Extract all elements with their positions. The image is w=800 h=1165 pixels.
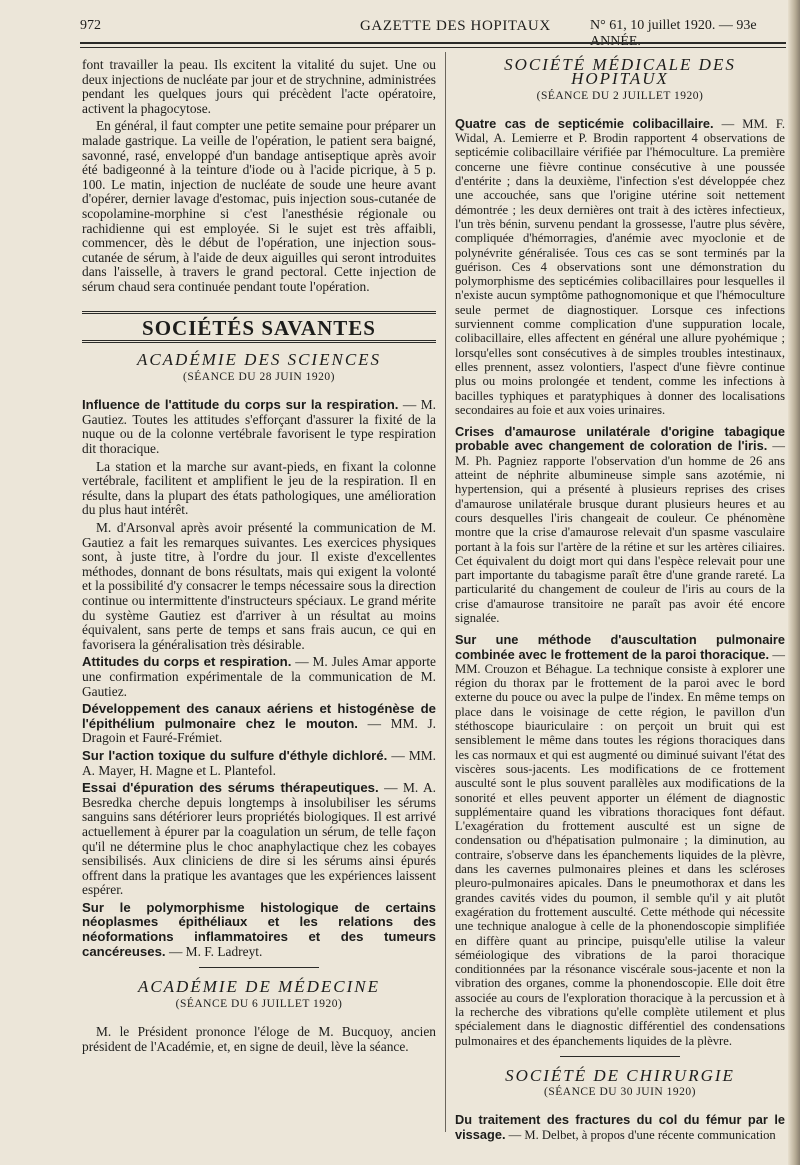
running-header — [80, 14, 786, 49]
report-text: — M. F. Ladreyt. — [165, 943, 263, 959]
report-item — [82, 655, 436, 699]
page-number: 972 — [80, 18, 101, 33]
journal-title: GAZETTE DES HOPITAUX — [360, 18, 551, 34]
societe-chirurgie-seance: (SÉANCE DU 30 JUIN 1920) — [544, 1086, 696, 1099]
report-heading: Sur l'action toxique du sulfure d'éthyle dichloré. — [82, 747, 388, 763]
report-text: — M. Delbet, à propos d'une récente communication — [505, 1127, 776, 1142]
report-text: — M. A. Besredka cherche depuis longtemps à insolubiliser les sérums sanguins sans détériorer leurs propriétés biologiques. Il est arrivé actuellement à épurer par la coagulation un sérum, de telle façon qu'il ne détermine plus le choc anaphylactique chez les cobayes sensibilisés. Aux cliniciens de dire si les sérums ainsi épurés offrent dans la pratique les avantages que les expériences laissent espérer. — [82, 780, 436, 898]
report-item: M. le Président prononce l'éloge de M. Bucquoy, ancien président de l'Académie, et, en signe de deuil, lève la séance. — [82, 1024, 436, 1055]
report-item — [82, 749, 436, 778]
report-text: — MM. J. Dragoin et Fauré-Frémiet. — [82, 715, 436, 746]
report-text: — M. Gautiez. Toutes les attitudes s'efforçant d'assurer la fixité de la nuque ou de la colonne vertébrale favorisent le type respiration dit thoracique. — [82, 397, 437, 457]
right-column — [455, 55, 786, 1145]
report-heading: Développement des canaux aériens et histogénèse de l'épithélium pulmonaire chez le mouton. — [82, 701, 436, 731]
report-item — [82, 781, 436, 898]
report-heading: Influence de l'attitude du corps sur la respiration. — [82, 397, 399, 413]
report-text: M. d'Arsonval après avoir présenté la communication de M. Gautiez a fait les remarques suivantes. Les exercices physiques sont, à juste titre, à l'ordre du jour. Il existe d'excellentes méthodes, donnant de bons résultats, mais qui exigent la volonté et la possibilité d'y consacrer le temps nécessaire sous la direction continue ou intermittente d'instructeurs spéciaux. Le grand mérite du système Gautiez est d'arriver à un résultat au moins équivalent, sans perte de temps et sans frais aucun, ce qui en favorisera la généralisation très désirable. — [82, 520, 436, 652]
report-item — [455, 117, 785, 417]
report-heading: Crises d'amaurose unilatérale d'origine tabagique probable avec changement de coloration de l'iris. — [455, 424, 785, 454]
intro-paragraph: font travailler la peau. Ils excitent la vitalité du sujet. Une ou deux injections de nucléate par jour et de strychnine, administrées pendant les quelques jours qui précèdent l'acte opératoire, activent la phagocytose. — [82, 57, 436, 116]
report-item — [455, 425, 785, 625]
column-separator — [445, 52, 446, 1132]
report-item — [82, 460, 436, 518]
report-heading: Attitudes du corps et respiration. — [82, 654, 292, 670]
page-spine-shadow — [788, 0, 800, 1165]
report-text: — M. Jules Amar apporte une confirmation expérimentale de la communication de M. Gautiez. — [82, 654, 436, 699]
report-item — [82, 901, 436, 959]
report-text: — MM. Crouzon et Béhague. La technique consiste à explorer une région du thorax par le frottement de la paroi avec le bord externe du pouce ou avec la pulpe de l'index. En même temps on place dans le voisinage de cette région, le pavillon d'un stéthoscope biauriculaire : on perçoit un bruit qui est sensiblement le même dans toutes les régions thoraciques dans les cas normaux et qui est augmenté ou diminué suivant l'état des viscères sous-jacents. Les modifications de ce frottement ausculté sont le plus souvent parallèles aux modifications de la sonorité et elles peuvent apporter un élément de diagnostic supplémentaire quand les vibrations thoraciques font défaut. L'exagération du frottement ausculté est un signe de condensation ou d'hépatisation pulmonaire ; la diminution, au contraire, s'observe dans les épanchements liquides de la plèvre, dans les cavernes pulmonaires pleines et dans les scléroses pleuro-pulmonaires apicales. Dans le pneumothorax et dans les grandes cavités vides du poumon, il semble qu'il y ait plutôt exagération du frottement ausculté. Cette méthode qui nécessite une technique analogue à celle de la phonendoscopie simplifiée en diffère quant au principe, puisqu'elle utilise la valeur séméiologique des vibrations de la paroi thoracique conditionnées par la résonance viscérale sous-jacente et non la vibration des organes, comme la phonendoscopie. Elle doit être associée au cours de l'exploration thoracique à la percussion et à la recherche des vibrations qu'elle complète utilement et plus spécialement dans le diagnostic différentiel des condensations pulmonaires et des épanchements liquides de la plèvre. — [455, 647, 785, 1048]
section-divider — [560, 1056, 680, 1057]
report-heading: Essai d'épuration des sérums thérapeutiques. — [82, 780, 379, 796]
report-item — [455, 633, 785, 1048]
report-text: — M. Ph. Pagniez rapporte l'observation d'un homme de 26 ans atteint de néphrite albumineuse simple sans azotémie, ni hypertension, qui a présenté à plusieurs reprises des crises d'amaurose unilatérale brusque durant plusieurs heures et au cours desquelles l'iris changeait de couleur. Ce phénomène montre que la crise d'amaurose relevait d'un spasme vasculaire portant à la fois sur l'artère de la rétine et sur les artères ciliaires. Cet équivalent du doigt mort qui dans l'espèce relevait pour une part importante du tabagisme paraît être d'une grande rareté. La particularité du changement de couleur de l'iris au cours de la crise d'amaurose transitoire ne paraît pas avoir été encore signalée. — [455, 439, 786, 625]
report-item — [455, 1113, 785, 1142]
report-heading: Quatre cas de septicémie colibacillaire. — [455, 115, 714, 131]
left-column — [82, 58, 436, 1058]
section-divider — [199, 967, 319, 968]
academie-sciences-seance: (SÉANCE DU 28 JUIN 1920) — [183, 370, 335, 383]
societe-medicale-title: SOCIÉTÉ MÉDICALE DES HOPITAUX — [504, 55, 736, 89]
issue-info: N° 61, 10 juillet 1920. — 93e ANNÉE. — [590, 18, 757, 49]
societe-medicale-seance: (SÉANCE DU 2 JUILLET 1920) — [536, 89, 704, 102]
report-heading: Sur le polymorphisme histologique de certains néoplasmes épithéliaux et les relations des néoformations inflammatoires et des tumeurs cancéreuses. — [82, 899, 436, 959]
academie-sciences-title: ACADÉMIE DES SCIENCES — [136, 350, 382, 370]
report-item — [82, 702, 436, 746]
report-item — [82, 398, 436, 456]
header-rule-thin — [80, 47, 786, 48]
academie-medecine-seance: (SÉANCE DU 6 JUILLET 1920) — [175, 997, 343, 1010]
report-text: — MM. F. Widal, A. Lemierre et P. Brodin rapportent 4 observations de septicémie colibacillaire vérifiée par l'hémoculture. La première concerne une fièvre continue consécutive à une poussée d'entérite ; dans la deuxième, l'infection s'est développée chez une accouchée, sans que l'origine utérine soit nettement démontrée ; les deux dernières ont trait à des ictères infectieux, l'un très bénin, survenu pendant la grossesse, l'autre plus sévère, compliquée d'hémorragies, d'anémie avec myoclonie et de polynévrite généralisée. Tous ces cas se sont terminés par la guérison. Ces 4 observations sont une démonstration du polymorphisme des septicémies colibacillaires pour lesquelles il n'existe aucun symptôme pathognomonique et que l'hémoculture seule permet de diagnostiquer. Lorsque ces infections surviennent comme complication d'une suppuration locale, colibacillaire, elles affectent en général une allure pyohémique ; lorsqu'elles sont consécutives à de simples troubles intestinaux, elles prennent, assez volontiers, l'aspect d'une fièvre continue plus ou moins prolongée et tendent, comme les infections à bacilles typhiques et paratyphiques à donner des localisations secondaires au foie et aux voies urinaires. — [455, 116, 785, 417]
report-item — [82, 521, 436, 652]
report-text: — MM. A. Mayer, H. Magne et L. Plantefol. — [82, 747, 436, 778]
report-text: La station et la marche sur avant-pieds, en fixant la colonne vertébrale, facilitent et amplifient le jeu de la respiration. Il en résulte, dans la plupart des états pathologiques, une amélioration du plus haut intérêt. — [82, 458, 436, 518]
academie-medecine-title: ACADÉMIE DE MÉDECINE — [137, 977, 381, 997]
report-heading: Sur une méthode d'auscultation pulmonaire combinée avec le frottement de la paroi thoracique. — [455, 632, 785, 662]
intro-paragraph: En général, il faut compter une petite semaine pour préparer un malade gastrique. La veille de l'opération, le patient sera baigné, savonné, rasé, enveloppé d'un bandage antiseptique après avoir été badigeonné à la teinture d'iode ou à l'acide picrique, à 5 p. 100. Le matin, injection de nucléate de soude une heure avant d'opérer, dernier lavage d'estomac, puis injection sous-cutanée de scopolamine-morphine si c'est l'anesthésie régionale ou rachidienne qui est employée. Si le sujet est très affaibli, commencer, dès le début de l'opération, une injection sous-cutanée de sérum, à l'aide de deux aiguilles qui seront introduites dans l'aisselle, à travers le grand pectoral. Cette injection de sérum chaud sera continuée pendant toute l'opération. — [82, 118, 436, 294]
header-rule — [80, 42, 786, 44]
societe-chirurgie-title: SOCIÉTÉ DE CHIRURGIE — [505, 1065, 735, 1085]
section-banner: SOCIÉTÉS SAVANTES — [82, 311, 436, 344]
report-heading: Du traitement des fractures du col du fémur par le vissage. — [455, 1112, 785, 1142]
